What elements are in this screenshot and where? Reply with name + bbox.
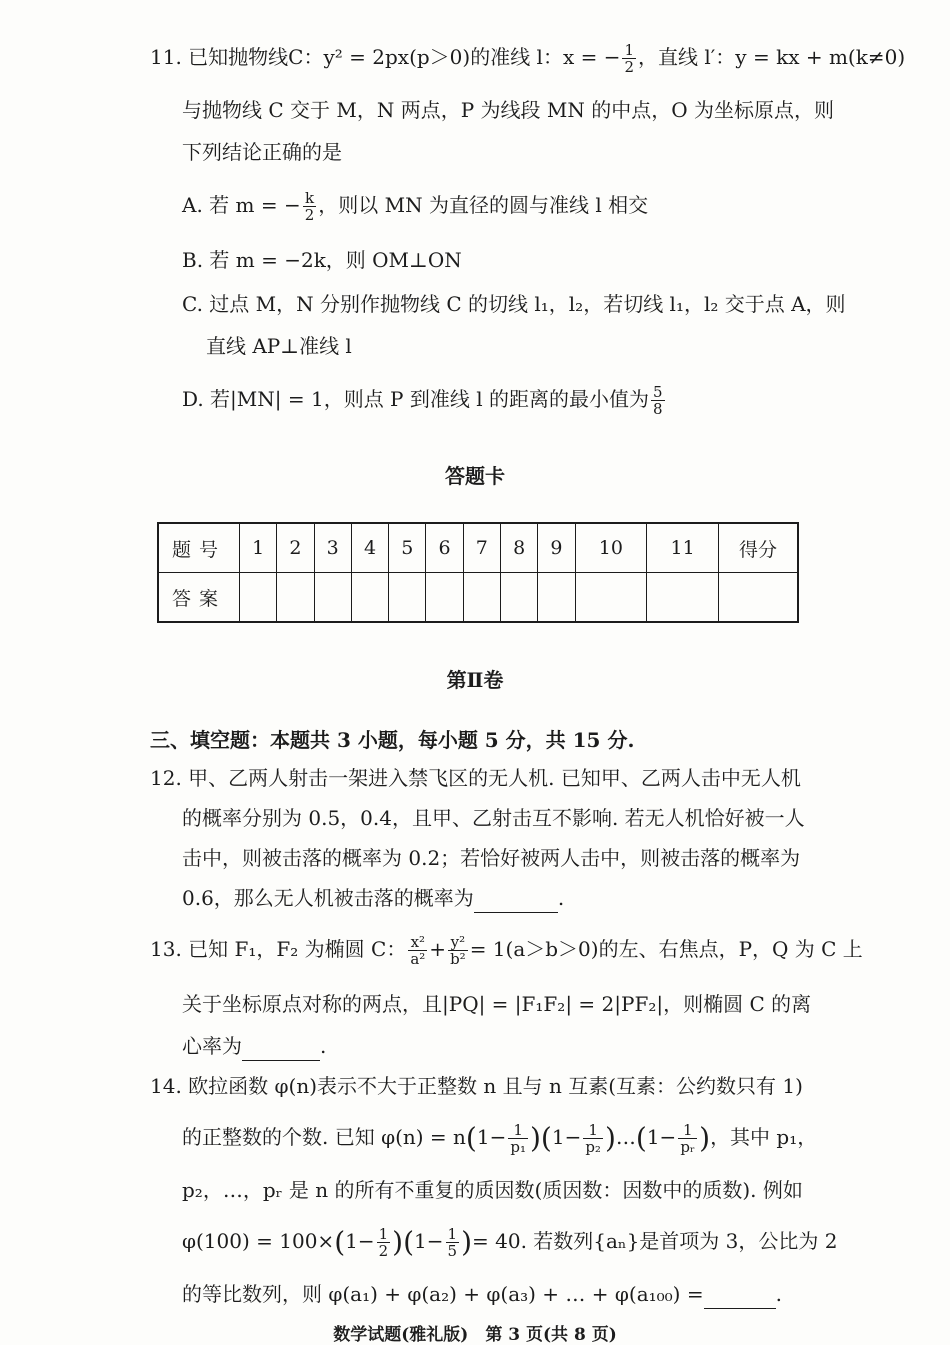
question-number: 5 [389,523,426,573]
fraction: $\frac{\text{x²}}{\text{a²}}$ [410,933,426,968]
question-number: 4 [351,523,388,573]
question-number: 3 [314,523,351,573]
q12-line3: 击中，则被击落的概率为 0.2；若恰好被两人击中，则被击落的概率为 [182,846,801,870]
answer-blank[interactable] [704,1280,776,1309]
q14-line1: 14. 欧拉函数 φ(n)表示不大于正整数 n 且与 n 互素(互素：公约数只有 1) [150,1074,803,1098]
fraction: $\frac{1}{\text{p₁}}$ [510,1121,526,1156]
q11-option-a: A. 若 m = − $\frac{k}{2}$ ，则以 MN 为直径的圆与准线 l 相交 [182,189,649,224]
answer-cell[interactable] [351,573,388,623]
part2-title: 第Ⅱ卷 [446,668,504,692]
question-number: 7 [463,523,500,573]
q12-line4: 0.6，那么无人机被击落的概率为 . [182,884,564,913]
q11-line1: 11. 已知抛物线C：y² = 2px(p＞0)的准线 l：x = − $\frac{1}{2}$ ，直线 l′：y = kx + m(k≠0) [150,41,906,76]
fraction: $\frac{1}{\text{pᵣ}}$ [680,1121,696,1156]
answer-cell[interactable] [575,573,647,623]
q13-line2: 关于坐标原点对称的两点，且|PQ| = |F₁F₂| = 2|PF₂|，则椭圆 C 的离 [182,992,812,1016]
q13-line1: 13. 已知 F₁，F₂ 为椭圆 C： $\frac{\text{x²}}{\text{a²}}$ + $\frac{\text{y²}}{\text{b²}}$ = 1(a＞b＞0)的左、右焦点，P，Q 为 C 上 [150,933,863,968]
q11-line3: 下列结论正确的是 [182,140,342,164]
score-head: 得分 [719,523,799,573]
q11-option-c: C. 过点 M，N 分别作抛物线 C 的切线 l₁，l₂，若切线 l₁，l₂ 交于点 A，则 [182,292,846,316]
question-number: 6 [426,523,463,573]
answer-cell[interactable] [463,573,500,623]
answer-card-table [157,522,799,623]
row-head-number: 题号 [158,523,240,573]
q11-option-d: D. 若|MN| = 1，则点 P 到准线 l 的距离的最小值为 $\frac{5}{8}$ [182,383,663,418]
answer-cell[interactable] [389,573,426,623]
fraction: $\frac{k}{2}$ [304,189,315,224]
fraction: $\frac{\text{y²}}{\text{b²}}$ [450,933,466,968]
answer-blank[interactable] [242,1032,320,1061]
q12-line2: 的概率分别为 0.5，0.4，且甲、乙射击互不影响. 若无人机恰好被一人 [182,806,805,830]
q14-line3: p₂，…，pᵣ 是 n 的所有不重复的质因数(质因数：因数中的质数). 例如 [182,1178,803,1202]
answer-card-title: 答题卡 [445,464,505,488]
row-head-answer: 答案 [158,573,240,623]
q11-option-b: B. 若 m = −2k，则 OM⊥ON [182,248,462,272]
answer-cell[interactable] [538,573,575,623]
question-number: 11 [647,523,719,573]
score-cell[interactable] [719,573,799,623]
question-number: 9 [538,523,575,573]
fraction: $\frac{1}{5}$ [447,1225,458,1260]
answer-cell[interactable] [500,573,537,623]
answer-cell[interactable] [277,573,314,623]
section3-heading: 三、填空题：本题共 3 小题，每小题 5 分，共 15 分. [150,728,635,752]
fraction: $\frac{1}{\text{p₂}}$ [585,1121,601,1156]
answer-cell[interactable] [426,573,463,623]
q13-line3: 心率为 . [182,1032,326,1061]
q11-line2: 与抛物线 C 交于 M，N 两点，P 为线段 MN 的中点，O 为坐标原点，则 [182,98,834,122]
page-footer: 数学试题(雅礼版) 第 3 页(共 8 页) [333,1325,617,1345]
answer-cell[interactable] [314,573,351,623]
question-number: 8 [500,523,537,573]
fraction: $\frac{1}{2}$ [378,1225,389,1260]
answer-cell[interactable] [647,573,719,623]
fraction: $\frac{1}{2}$ [624,41,635,76]
q14-line5: 的等比数列，则 φ(a₁) + φ(a₂) + φ(a₃) + … + φ(a₁₀₀) = . [182,1280,782,1309]
q14-line2: 的正整数的个数. 已知 φ(n) = n(1− $\frac{1}{\text{p₁}}$ )(1− $\frac{1}{\text{p₂}}$ )…(1− $\frac{1}{\text{pᵣ}}$ )，其中 p₁， [182,1121,818,1156]
question-number: 10 [575,523,647,573]
q11-option-c-cont: 直线 AP⊥准线 l [206,334,352,358]
q14-line4: φ(100) = 100×(1− $\frac{1}{2}$ )(1− $\frac{1}{5}$ )= 40. 若数列{aₙ}是首项为 3，公比为 2 [182,1225,838,1260]
q12-line1: 12. 甲、乙两人射击一架进入禁飞区的无人机. 已知甲、乙两人击中无人机 [150,766,801,790]
question-number: 2 [277,523,314,573]
table-row [158,523,798,573]
answer-cell[interactable] [240,573,277,623]
answer-blank[interactable] [474,884,558,913]
table-row [158,573,798,623]
question-number: 1 [240,523,277,573]
fraction: $\frac{5}{8}$ [652,383,663,418]
